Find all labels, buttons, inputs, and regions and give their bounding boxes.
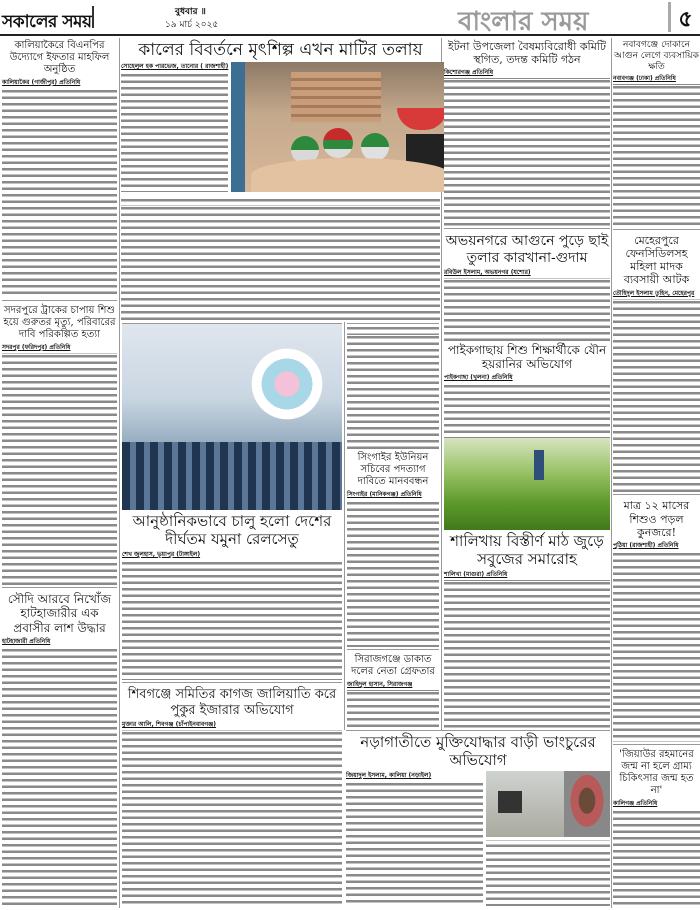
headline: কালিয়াকৈরে বিএনপির উদ্যোগে ইফতার মাহফিল অনুষ্ঠিত (2, 38, 117, 78)
headline: সিরাজগঞ্জে ডাকাত দলের নেতা গ্রেফতার (347, 652, 439, 680)
article-body (121, 62, 228, 192)
issue-date: ১৯ মার্চ ২০২৫ (165, 20, 219, 30)
article-saudi (2, 590, 117, 908)
divider (444, 228, 610, 229)
article-rail-bridge (122, 324, 342, 680)
article-body (444, 268, 610, 340)
article-body (613, 289, 700, 493)
headline: নবাবগঞ্জে দোকানে আগুন লেগে ব্যবসায়িক ক্ষতি (613, 38, 700, 74)
section-title: বাংলার সময় (458, 7, 589, 37)
article-body (613, 541, 700, 742)
headline: কালের বিবর্তনে মৃৎশিল্প এখন মাটির তলায় (121, 38, 440, 62)
rail-bridge-photo (122, 324, 342, 510)
right-middle-column (444, 38, 610, 728)
headline: আনুষ্ঠানিকভাবে চালু হলো দেশের দীর্ঘতম যমুনা রেলসেতু (122, 510, 342, 550)
naragati-row (346, 771, 610, 906)
article-paikgachha (444, 341, 610, 439)
byline: মুক্তার আলি, শিবগঞ্জ (চাঁপাইনবাবগঞ্জ) (122, 720, 342, 730)
article-shalikha (444, 438, 610, 728)
headline: শালিখায় বিস্তীর্ণ মাঠ জুড়ে সবুজের সমারোহ (444, 530, 610, 570)
byline: কালিগঞ্জ প্রতিনিধি (613, 799, 700, 809)
masthead (0, 0, 700, 36)
article-body-continued (486, 840, 610, 906)
headline: শিবগঞ্জে সমিতির কাগজ জালিয়াতি করে পুকুর ইজারার অভিযোগ (122, 685, 342, 720)
house-photo (486, 771, 610, 837)
logo-divider (92, 6, 94, 28)
headline: সৌদি আরবে নিখোঁজ হাটহাজারীর এক প্রবাসীর লাশ উদ্ধার (2, 590, 117, 637)
divider (613, 494, 700, 495)
rice-field-photo (444, 438, 610, 530)
article-body (613, 74, 700, 227)
article-abhaynagar (444, 231, 610, 341)
article-puthia (613, 497, 700, 742)
article-body (122, 550, 342, 680)
byline: সোহেলুল হক পারভেজ, তানোর ( রাজশাহী) (121, 63, 229, 71)
issue-day: বুধবার ॥ (175, 7, 206, 17)
byline: তৌহিদুল ইসলাম তুহিন, মেহেরপুর (613, 289, 700, 299)
article-shibganj (122, 685, 342, 906)
headline: পাইকগাছায় শিশু শিক্ষার্থীকে যৌন হয়রানির অভিযোগ (444, 341, 610, 374)
article-body (444, 373, 610, 438)
article-itna (444, 38, 610, 226)
article-body (122, 720, 342, 906)
byline: কিশোরগঞ্জ প্রতিনিধি (444, 68, 610, 78)
pottery-lead-row (121, 62, 440, 192)
article-body (444, 68, 610, 225)
byline: কালিয়াকৈর (গাজীপুর) প্রতিনিধি (2, 78, 117, 88)
byline: পাইকগাছা (খুলনা) প্রতিনিধি (444, 373, 610, 383)
article-body (613, 799, 700, 908)
article-body (2, 343, 117, 585)
byline: সদরপুর (ফরিদপুর) প্রতিনিধি (2, 343, 117, 353)
article-body (444, 570, 610, 728)
article-naragati (346, 730, 610, 906)
headline: 'জিয়াউর রহমানের জন্ম না হলে গ্রাম্য চিকিৎসার জন্ম হত না' (613, 747, 700, 799)
article-body (2, 637, 117, 908)
byline: রবিউল ইসলাম, অভয়নগর (যশোর) (444, 268, 610, 278)
divider (613, 744, 700, 745)
article-body (347, 490, 439, 647)
byline: সিংগাইর (মানিকগঞ্জ) প্রতিনিধি (347, 490, 439, 500)
column-rule (119, 38, 120, 908)
article-body-continued (121, 195, 440, 320)
article-kaliakoir (2, 38, 117, 298)
article-meherpur (613, 232, 700, 492)
article-pottery (121, 38, 440, 320)
article-ziaur (613, 747, 700, 908)
byline: হাটহাজারী প্রতিনিধি (2, 637, 117, 647)
divider (2, 587, 117, 588)
divider (122, 682, 342, 683)
page-number: ৫ (668, 2, 700, 32)
headline: অভয়নগরে আগুনে পুড়ে ছাই তুলার কারখানা-গুদাম (444, 231, 610, 269)
article-body (346, 771, 483, 906)
headline: মাত্র ১২ মাসের শিশুও পড়ল কুনজরে! (613, 497, 700, 541)
article-sadarpur (2, 303, 117, 585)
divider (347, 649, 439, 650)
newspaper-logo: সকালের সময় (2, 12, 92, 32)
headline: সদরপুরে ট্রাকের চাপায় শিশু হয়ে গুরুতর মৃত্যু, পরিবারের দাবি পরিকল্পিত হত্যা (2, 303, 117, 343)
byline: নবাবগঞ্জ (ঢাকা) প্রতিনিধি (613, 74, 700, 84)
byline: শালিখা (মাগুরা) প্রতিনিধি (444, 570, 610, 580)
middle-right-column (347, 323, 439, 728)
divider (2, 300, 117, 301)
far-right-column (613, 38, 700, 908)
headline: সিংগাইর ইউনিয়ন সচিবের পদত্যাগ দাবিতে মানববন্ধন (347, 450, 439, 490)
headline: মেহেরপুরে ফেনসিডিলসহ মহিলা মাদক ব্যবসায়ী আটক (613, 232, 700, 289)
article-singair (347, 324, 439, 647)
article-body (2, 78, 117, 298)
naragati-photo-column (486, 771, 610, 906)
headline: নড়াগাতীতে মুক্তিযোদ্ধার বাড়ী ভাংচুরের অভিযোগ (346, 731, 610, 771)
column-rule (344, 322, 345, 730)
byline: পুঠিয়া (রাজশাহী) প্রতিনিধি (613, 541, 700, 551)
headline: ইটনা উপজেলা বৈষম্যবিরোধী কমিটি স্থগিত, তদন্ত কমিটি গঠন (444, 38, 610, 68)
article-body (347, 680, 439, 728)
byline: জাহিদুল হাসান, সিরাজগঞ্জ (347, 680, 439, 690)
byline: জিয়াদুল ইসলাম, কালিয়া (নড়াইল) (346, 771, 483, 781)
pottery-photo (231, 62, 463, 192)
middle-left-column (122, 323, 342, 906)
article-sirajganj (347, 652, 439, 728)
byline: শেখ জুলহাস, ভূয়াপুর (টাঙ্গাইল) (122, 550, 342, 560)
article-nawabganj (613, 38, 700, 227)
divider (613, 229, 700, 230)
column-rule (611, 38, 612, 908)
left-column (2, 38, 117, 908)
article-body-top (347, 324, 439, 450)
